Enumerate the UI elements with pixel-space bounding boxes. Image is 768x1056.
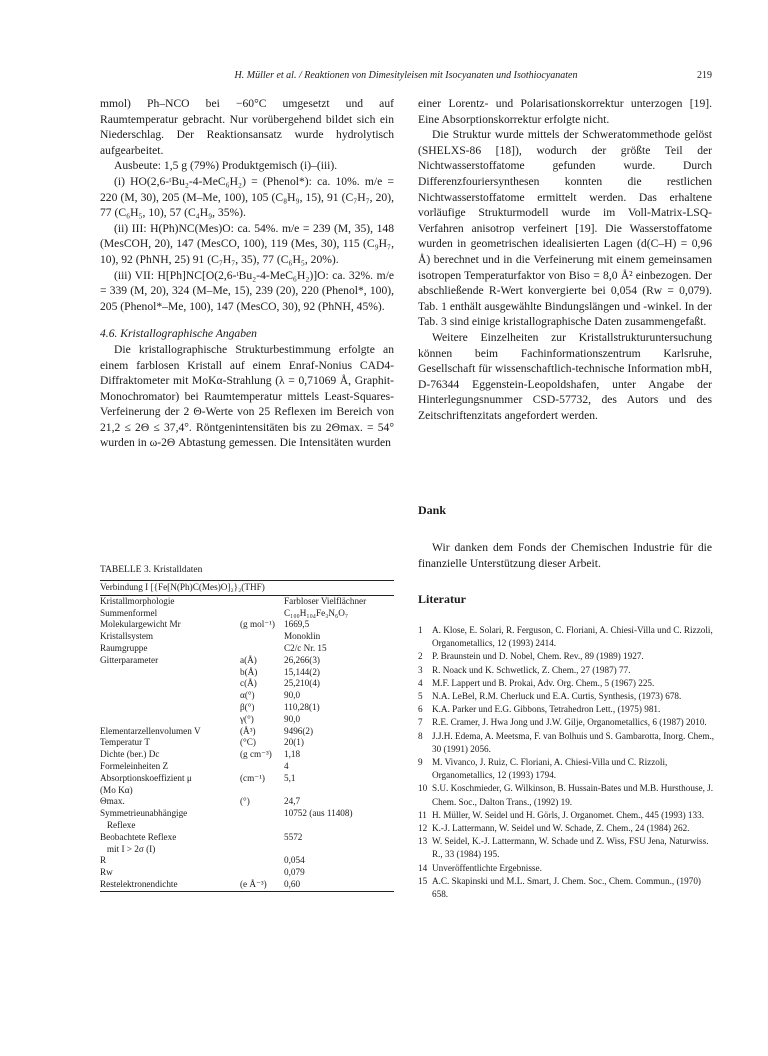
table-row (100, 608, 394, 620)
literatur-heading: Literatur (418, 592, 466, 606)
reference-list (418, 624, 718, 901)
table-cell-unit (240, 855, 284, 867)
table-cell-label: Θmax. (100, 796, 125, 807)
reference-number: 10 (418, 783, 428, 794)
dank-text: Wir danken dem Fonds der Chemischen Industrie für die finanzielle Unterstützung dieser Arbeit. (418, 541, 712, 570)
table-cell-value: 0,054 (284, 855, 305, 866)
table-cell-unit (240, 820, 284, 832)
reference-number: 12 (418, 823, 428, 834)
reference-item (418, 862, 718, 875)
table-cell-unit: (°C) (240, 737, 256, 748)
running-title: H. Müller et al. / Reaktionen von Dimesityleisen mit Isocyanaten und Isothiocyanaten (234, 70, 578, 81)
reference-text: A.C. Skapinski und M.L. Smart, J. Chem. Soc., Chem. Commun., (1970) 658. (432, 875, 701, 900)
table-cell-value: 90,0 (284, 713, 301, 724)
table-cell-value: C2/c Nr. 15 (284, 642, 327, 653)
table-cell-unit: β(°) (240, 701, 255, 712)
reference-text: R. Noack und K. Schwetlick, Z. Chem., 27 (1987) 77. (432, 664, 631, 675)
table-row (100, 867, 394, 879)
paragraph: (i) HO(2,6-ᵗBu₂-4-MeC₆H₂) = (Phenol*): ca. 10%. m/e = 220 (M, 30), 205 (M–Me, 100), 105 (C₈H₉, 15), 91 (C₇H₇, 20), 77 (C₆H₅, 10), 57 (C₄H₉, 35%). (100, 174, 394, 220)
table-cell-label: Rw (100, 867, 113, 878)
table-row (100, 855, 394, 867)
table-row (100, 808, 394, 820)
reference-number: 11 (418, 809, 427, 820)
table-row (100, 619, 394, 631)
table-cell-value: 5572 (284, 831, 303, 842)
table-cell-label: Formeleinheiten Z (100, 760, 169, 771)
reference-item (418, 624, 718, 650)
reference-number: 9 (418, 757, 423, 768)
reference-item (418, 703, 718, 716)
table-cell-label: Gitterparameter (100, 654, 159, 665)
table-cell-value: 25,210(4) (284, 678, 320, 689)
table-cell-unit (240, 643, 284, 655)
table-cell-value: 10752 (aus 11408) (284, 808, 353, 819)
reference-item (418, 716, 718, 729)
reference-item (418, 809, 718, 822)
table-row (100, 879, 394, 891)
table-row (100, 596, 394, 608)
reference-item (418, 677, 718, 690)
table-cell-unit: (e Å⁻³) (240, 878, 267, 889)
table-row (100, 749, 394, 761)
reference-item (418, 822, 718, 835)
dank-heading: Dank (418, 503, 447, 517)
reference-item (418, 730, 718, 756)
table-cell-value: 26,266(3) (284, 654, 320, 665)
reference-text: K.A. Parker und E.G. Gibbons, Tetrahedron Lett., (1975) 981. (432, 704, 661, 715)
reference-number: 4 (418, 677, 423, 688)
table-cell-unit: γ(°) (240, 713, 254, 724)
table-row (100, 702, 394, 714)
table-row (100, 726, 394, 738)
paragraph: (iii) VII: H[Ph]NC[O(2,6-ᵗBu₂-4-MeC₆H₂)]O: ca. 32%. m/e = 339 (M, 20), 324 (M–Me, 15), 239 (20), 220 (Phenol*, 100), 205 (Phenol*–Me, 100), 147 (MesCO, 30), 92 (PhNH, 45%). (100, 268, 394, 313)
table-row (100, 773, 394, 785)
reference-number: 3 (418, 664, 423, 675)
table-row (100, 785, 394, 797)
page-number: 219 (697, 70, 712, 81)
paragraph: einer Lorentz- und Polarisationskorrektur unterzogen [19]. Eine Absorptionskorrektur erfolgte nicht. (418, 97, 712, 126)
reference-number: 8 (418, 730, 423, 741)
table-compound-header: Verbindung I [{Fe[N(Ph)C(Mes)O]₂}₂(THF) (100, 580, 394, 596)
table-cell-unit: c(Å) (240, 678, 257, 689)
running-header (100, 70, 712, 81)
table-cell-value: 1,18 (284, 749, 301, 760)
table-cell-unit: α(°) (240, 690, 255, 701)
table-cell-value: 0,60 (284, 878, 301, 889)
table-cell-unit: b(Å) (240, 666, 258, 677)
reference-number: 14 (418, 862, 428, 873)
table-cell-value: 24,7 (284, 796, 301, 807)
reference-text: Unveröffentlichte Ergebnisse. (432, 862, 542, 873)
reference-number: 6 (418, 704, 423, 715)
table-cell-label: Elementarzellenvolumen V (100, 725, 201, 736)
table-cell-unit (240, 832, 284, 844)
table-cell-label: R (100, 855, 107, 866)
reference-text: N.A. LeBel, R.M. Cherluck und E.A. Curtis, Synthesis, (1973) 678. (432, 691, 682, 702)
table-cell-value: 20(1) (284, 737, 304, 748)
table-cell-label: Absorptionskoeffizient μ (100, 772, 192, 783)
table-cell-value (284, 820, 394, 832)
table-cell-label: mit I > 2σ (I) (100, 843, 156, 854)
table-cell-label: Dichte (ber.) Dc (100, 749, 160, 760)
table-cell-value: C₁₀₀H₁₀₄Fe₃N₆O₇ (284, 607, 349, 618)
table-cell-value: 4 (284, 760, 289, 771)
paragraph: (ii) III: H(Ph)NC(Mes)O: ca. 54%. m/e = 239 (M, 35), 148 (MesCOH, 20), 147 (MesCO, 100), 119 (Mes, 30), 115 (C₉H₇, 10), 92 (PhNH, 25) 91 (C₇H₇, 35), 77 (C₆H₅, 20%). (100, 221, 394, 266)
table-cell-unit (240, 761, 284, 773)
reference-text: M. Vivanco, J. Ruiz, C. Floriani, A. Chiesi-Villa und C. Rizzoli, Organometallics, 12 (1993) 1794. (432, 757, 668, 781)
reference-item (418, 650, 718, 663)
table-cell-unit (240, 808, 284, 820)
table-title: TABELLE 3. Kristalldaten (100, 565, 203, 575)
section-title: 4.6. Kristallographische Angaben (100, 327, 257, 341)
table-row (100, 714, 394, 726)
crystal-data-table (100, 580, 394, 892)
table-cell-value (284, 785, 394, 797)
table-row (100, 796, 394, 808)
reference-item (418, 875, 718, 901)
reference-text: S.U. Koschmieder, G. Wilkinson, B. Hussain-Bates und M.B. Hursthouse, J. Chem. Soc., Dalton Trans., (1992) 19. (432, 783, 714, 807)
table-cell-label (100, 678, 240, 690)
reference-text: M.F. Lappert und B. Prokai, Adv. Org. Chem., 5 (1967) 225. (432, 677, 655, 688)
table-cell-label: Symmetrieunabhängige (100, 808, 188, 819)
reference-item (418, 756, 718, 782)
table-body (100, 596, 394, 891)
table-cell-label: (Mo Kα) (100, 784, 133, 795)
reference-text: J.J.H. Edema, A. Meetsma, F. van Bolhuis und S. Gambarotta, Inorg. Chem., 30 (1991) 2056. (432, 730, 715, 754)
table-cell-unit (240, 608, 284, 620)
paragraph: Ausbeute: 1,5 g (79%) Produktgemisch (i)–(iii). (114, 159, 338, 173)
table-cell-value: 1669,5 (284, 619, 310, 630)
table-row (100, 643, 394, 655)
table-cell-unit (240, 785, 284, 797)
reference-item (418, 690, 718, 703)
reference-text: R.E. Cramer, J. Hwa Jong und J.W. Gilje, Organometallics, 6 (1987) 2010. (432, 717, 707, 728)
table-cell-label: Temperatur T (100, 737, 150, 748)
reference-text: A. Klose, E. Solari, R. Ferguson, C. Floriani, A. Chiesi-Villa und C. Rizzoli, Organometallics, 12 (1993) 2414. (432, 625, 713, 649)
right-column (418, 96, 712, 423)
paragraph: Weitere Einzelheiten zur Kristallstrukturuntersuchung können beim Fachinformationszentrum Karlsruhe, Gesellschaft für wissenschaftlich-technische Information mbH, D-76344 Eggenstein-Leopoldshafen, unter Angabe der Hinterlegungsnummer CSD-57732, des Autors und des Zeitschriftenzitats angefordert werden. (418, 330, 712, 422)
table-cell-label: Kristallmorphologie (100, 595, 175, 606)
reference-text: P. Braunstein und D. Nobel, Chem. Rev., 89 (1989) 1927. (432, 651, 644, 662)
table-row (100, 678, 394, 690)
table-row (100, 690, 394, 702)
table-cell-value: 9496(2) (284, 725, 314, 736)
table-cell-unit: (g mol⁻¹) (240, 619, 275, 630)
table-cell-value: Monoklin (284, 631, 321, 642)
table-cell-unit (240, 631, 284, 643)
table-row (100, 655, 394, 667)
table-cell-unit: (Å³) (240, 725, 256, 736)
reference-text: K.-J. Lattermann, W. Seidel und W. Schade, Z. Chem., 24 (1984) 262. (432, 823, 690, 834)
table-cell-label: Molekulargewicht Mr (100, 619, 181, 630)
table-row (100, 667, 394, 679)
paragraph: Die kristallographische Strukturbestimmung erfolgte an einem farblosen Kristall auf einem Enraf-Nonius CAD4-Diffraktometer mit MoKα-Strahlung (λ = 0,71069 Å, Graphit-Monochromator) bei Raumtemperatur mittels Least-Squares-Verfeinerung der 2 Θ-Werte von 25 Reflexen im Bereich von 21,2 ≤ 2Θ ≤ 37,4°. Röntgenintensitäten bis zu 2Θmax. = 54° wurden in ω-2Θ Abtastung gemessen. Die Intensitäten wurden (100, 342, 394, 450)
left-column (100, 96, 394, 451)
reference-number: 13 (418, 836, 428, 847)
table-cell-value: 110,28(1) (284, 701, 320, 712)
table-cell-unit (240, 867, 284, 879)
table-cell-label: Summenformel (100, 607, 158, 618)
table-cell-value (284, 844, 394, 856)
table-cell-value: 90,0 (284, 690, 301, 701)
reference-text: H. Müller, W. Seidel und H. Görls, J. Organomet. Chem., 445 (1993) 133. (432, 809, 705, 820)
reference-text: W. Seidel, K.-J. Lattermann, W. Schade und Z. Wiss, FSU Jena, Naturwiss. R., 33 (1984) 195. (432, 836, 709, 860)
table-cell-label: Restelektronendichte (100, 878, 178, 889)
table-row (100, 631, 394, 643)
table-cell-value: 15,144(2) (284, 666, 320, 677)
reference-number: 15 (418, 875, 428, 886)
paragraph: mmol) Ph–NCO bei −60°C umgesetzt und auf Raumtemperatur gebracht. Nur vorübergehend bildet sich ein Niederschlag. Der Reaktionsansatz wurde hydrolytisch aufgearbeitet. (100, 97, 394, 157)
table-cell-unit: (g cm⁻³) (240, 749, 272, 760)
table-cell-label: Beobachtete Reflexe (100, 831, 177, 842)
table-cell-unit: (cm⁻¹) (240, 772, 265, 783)
reference-number: 7 (418, 717, 423, 728)
reference-number: 5 (418, 691, 423, 702)
table-cell-label (100, 667, 240, 679)
table-cell-label (100, 714, 240, 726)
table-cell-value: 5,1 (284, 772, 296, 783)
table-bottom-rule (100, 891, 394, 892)
reference-number: 1 (418, 625, 423, 635)
table-row (100, 820, 394, 832)
table-cell-unit (240, 596, 284, 608)
table-cell-value: 0,079 (284, 867, 305, 878)
table-cell-label (100, 690, 240, 702)
paragraph: Die Struktur wurde mittels der Schweratommethode gelöst (SHELXS-86 [18]), wodurch der größte Teil der Nichtwasserstoffatome gefunden wurde. Durch Differenzfouriersynthesen konnten die restlichen Nichtwasserstoffatome ermittelt werden. Das erhaltene vorläufige Strukturmodell wurde im Voll-Matrix-LSQ-Verfahren anisotrop verfeinert [19]. Die Wasserstoffatome wurden in geometrischen idealisierten Lagen (d(C–H) = 0,96 Å) berechnet und in die Verfeinerung mit einem gemeinsamen isotropen Temperaturfaktor von Biso = 8,0 Å² einbezogen. Der abschließende R-Wert konvergierte bei 0,054 (Rw = 0,079). Tab. 1 enthält ausgewählte Bindungslängen und -winkel. In der Tab. 3 sind einige kristallographische Daten zusammengefaßt. (418, 128, 712, 329)
table-cell-label: Kristallsystem (100, 631, 154, 642)
table-cell-label: Reflexe (100, 819, 136, 830)
table-cell-label (100, 702, 240, 714)
reference-item (418, 782, 718, 808)
table-row (100, 761, 394, 773)
table-cell-unit: (°) (240, 796, 250, 807)
table-cell-label: Raumgruppe (100, 642, 148, 653)
reference-item (418, 835, 718, 861)
table-row (100, 737, 394, 749)
table-row (100, 832, 394, 844)
reference-item (418, 664, 718, 677)
table-cell-value: Farbloser Vielflächner (284, 595, 367, 606)
table-row (100, 844, 394, 856)
reference-number: 2 (418, 651, 423, 662)
table-cell-unit (240, 844, 284, 856)
table-cell-unit: a(Å) (240, 654, 257, 665)
